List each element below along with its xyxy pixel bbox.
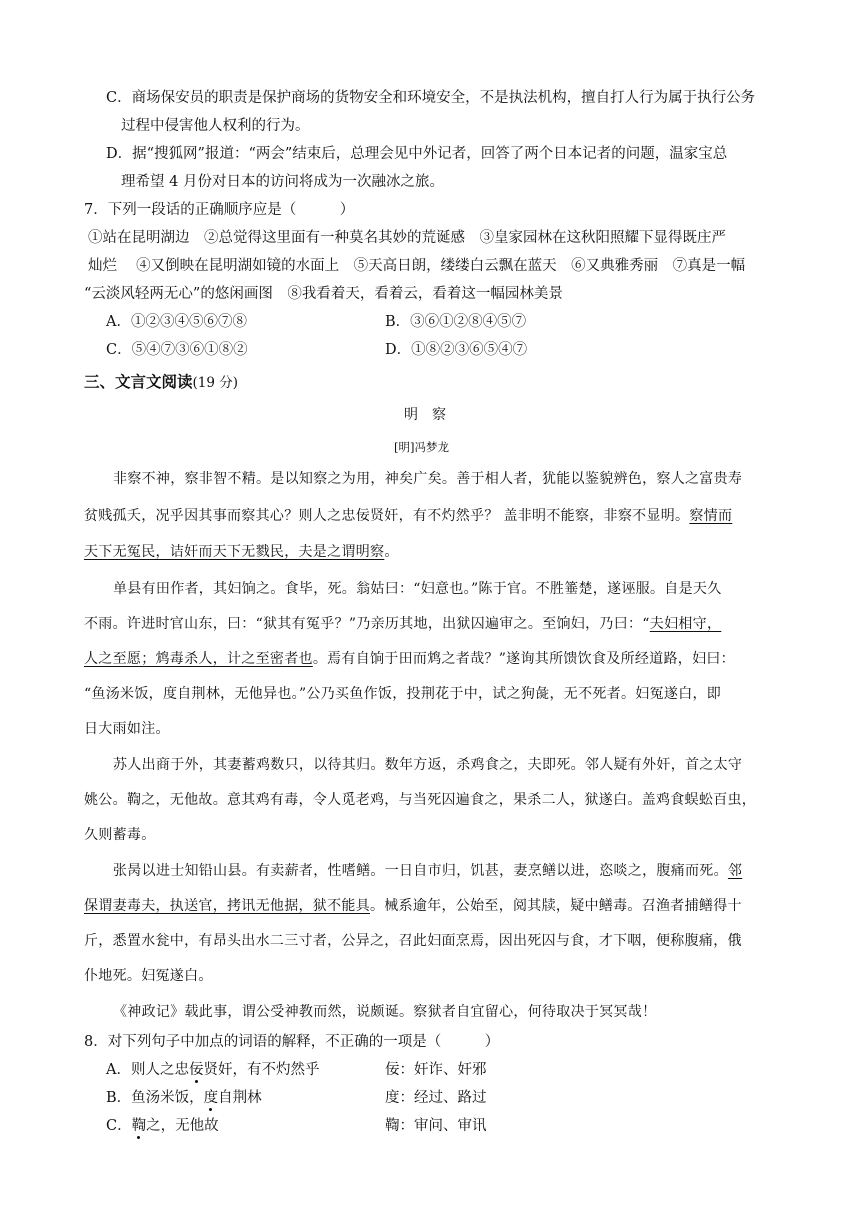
q8-option-b-definition: 度：经过、路过 <box>385 1090 487 1106</box>
passage-p2-line3-tail: 。焉有自饷于田而鸩之者哉？”遂询其所馈饮食及所经道路，妇曰： <box>312 651 735 667</box>
q7-sentences-line1: ①站在昆明湖边 ②总觉得这里面有一种莫名其妙的荒诞感 ③皇家园林在这秋阳照耀下显得既庄严 <box>88 230 726 246</box>
q8-option-c-dotted-word: 鞫 <box>131 1118 147 1134</box>
passage-author: [明]冯梦龙 <box>394 440 449 454</box>
q8-option-c-post: 之，无他故 <box>146 1118 219 1134</box>
section-title: 三、文言文阅读 <box>84 373 193 391</box>
q8-option-a-post: 贤奸，有不灼然乎 <box>203 1062 320 1078</box>
passage-p1-underlined-end: 天下无冤民，诘奸而天下无戮民，夫是之谓明察 <box>84 544 385 560</box>
q6-option-d-line2: 理希望 4 月份对日本的访问将成为一次融冰之旅。 <box>121 174 444 190</box>
q6-option-d-line1: D．据“搜狐网”报道：“两会”结束后，总理会见中外记者，回答了两个日本记者的问题，温家宝总 <box>106 146 728 162</box>
passage-p1-line3-tail: 。 <box>384 544 399 560</box>
passage-p4-line2 <box>84 896 742 916</box>
q8-option-c <box>106 1116 219 1136</box>
passage-p4-line1 <box>113 861 742 881</box>
passage-p2-line2 <box>84 614 721 634</box>
passage-p4-line4: 仆地死。妇冤遂白。 <box>84 968 213 984</box>
passage-p4-line3: 斤，悉置水瓮中，有昂头出水二三寸者，公异之，召此妇面烹焉，因出死囚与食，才下咽，便称腹痛，俄 <box>84 933 742 949</box>
passage-p2-line4: “鱼汤米饭，度自荆林，无他异也。”公乃买鱼作饭，投荆花于中，试之狗彘，无不死者。妇冤遂白，即 <box>84 686 722 702</box>
q7-sentences-line3: “云淡风轻两无心”的悠闲画图 ⑧我看着天，看着云，看着这一幅园林美景 <box>84 286 563 302</box>
section-heading <box>84 372 238 393</box>
passage-p2-line5: 日大雨如注。 <box>84 721 170 737</box>
passage-title: 明 察 <box>404 407 446 423</box>
passage-p2-line3 <box>84 649 735 669</box>
q8-option-a-pre: A．则人之忠 <box>106 1062 189 1078</box>
q7-sentences-line2: 灿烂 ④又倒映在昆明湖如镜的水面上 ⑤天高日朗，缕缕白云飘在蓝天 ⑥又典雅秀丽 ⑦真是一幅 <box>88 258 746 274</box>
passage-p2-line1: 单县有田作者，其妇饷之。食毕，死。翁姑曰：“妇意也。”陈于官。不胜箠楚，遂诬服。自是天久 <box>113 581 722 597</box>
q8-option-a-definition: 佞：奸诈、奸邪 <box>385 1062 487 1078</box>
passage-p1-line3 <box>84 542 399 562</box>
q8-option-b <box>106 1088 262 1108</box>
q7-stem: 7．下列一段话的正确顺序应是（ ） <box>84 202 355 218</box>
passage-p2-line2-text: 不雨。许进时官山东，曰：“狱其有冤乎？”乃亲历其地，出狱囚遍审之。至饷妇，乃曰：“ <box>84 616 650 632</box>
q8-option-c-definition: 鞫：审问、审讯 <box>385 1118 487 1134</box>
q8-option-b-pre: B．鱼汤米饭， <box>106 1090 204 1106</box>
passage-p1-line2-text: 贫贱孤夭，况乎因其事而察其心？则人之忠佞贤奸，有不灼然乎？ 盖非明不能察，非察不显明。 <box>84 508 690 524</box>
q7-option-c: C．⑤④⑦③⑥①⑧② <box>106 342 248 358</box>
q7-option-d: D．①⑧②③⑥⑤④⑦ <box>385 342 528 358</box>
passage-p1-line2 <box>84 506 732 526</box>
section-points: (19 分) <box>192 375 239 391</box>
passage-p3-line3: 久则蓄毒。 <box>84 827 156 843</box>
q8-option-c-pre: C． <box>106 1118 132 1134</box>
passage-p4-line1-text: 张昺以进士知铅山县。有卖薪者，性嗜鳝。一日自市归，饥甚，妻烹鳝以进，恣啖之，腹痛而死。 <box>113 863 728 879</box>
q8-option-b-post: 自荆林 <box>218 1090 262 1106</box>
passage-p4-line2-tail: 。械系逾年，公始至，阅其牍，疑中鳝毒。召渔者捕鳝得十 <box>370 898 742 914</box>
q8-option-b-dotted-word: 度 <box>203 1090 219 1106</box>
passage-p5-line1: 《神政记》载此事，谓公受神教而然，说颇诞。察狱者自宜留心，何待取决于冥冥哉！ <box>113 1004 657 1020</box>
passage-p3-line2: 姚公。鞫之，无他故。意其鸡有毒，令人觅老鸡，与当死囚遍食之，果杀二人，狱遂白。盖鸡食蜈蚣百虫， <box>84 792 757 808</box>
passage-p2-underlined-start: 夫妇相守， <box>649 616 722 632</box>
q8-stem: 8．对下列句子中加点的词语的解释，不正确的一项是（ ） <box>84 1034 500 1050</box>
q6-option-c-line2: 过程中侵害他人权利的行为。 <box>121 118 310 134</box>
q7-option-b: B．③⑥①②⑧④⑤⑦ <box>385 314 527 330</box>
q7-option-a: A．①②③④⑤⑥⑦⑧ <box>106 314 247 330</box>
q6-option-c-line1: C．商场保安员的职责是保护商场的货物安全和环境安全，不是执法机构，擅自打人行为属于执行公务 <box>106 90 756 106</box>
passage-p1-line1: 非察不神，察非智不精。是以知察之为用，神矣广矣。善于相人者，犹能以鉴貌辨色，察人之富贵寿 <box>113 471 743 487</box>
q8-option-a <box>106 1060 319 1080</box>
passage-p1-underlined-start: 察情而 <box>689 508 733 524</box>
passage-p3-line1: 苏人出商于外，其妻蓄鸡数只，以待其归。数年方返，杀鸡食之，夫即死。邻人疑有外奸，首之太守 <box>113 757 743 773</box>
passage-p4-underlined-end: 保谓妻毒夫，执送官，拷讯无他据，狱不能具 <box>84 898 370 914</box>
passage-p2-underlined-end: 人之至愿；鸩毒杀人，计之至密者也 <box>84 651 313 667</box>
passage-p4-underlined-start: 邻 <box>727 863 743 879</box>
q8-option-a-dotted-word: 佞 <box>188 1062 204 1078</box>
